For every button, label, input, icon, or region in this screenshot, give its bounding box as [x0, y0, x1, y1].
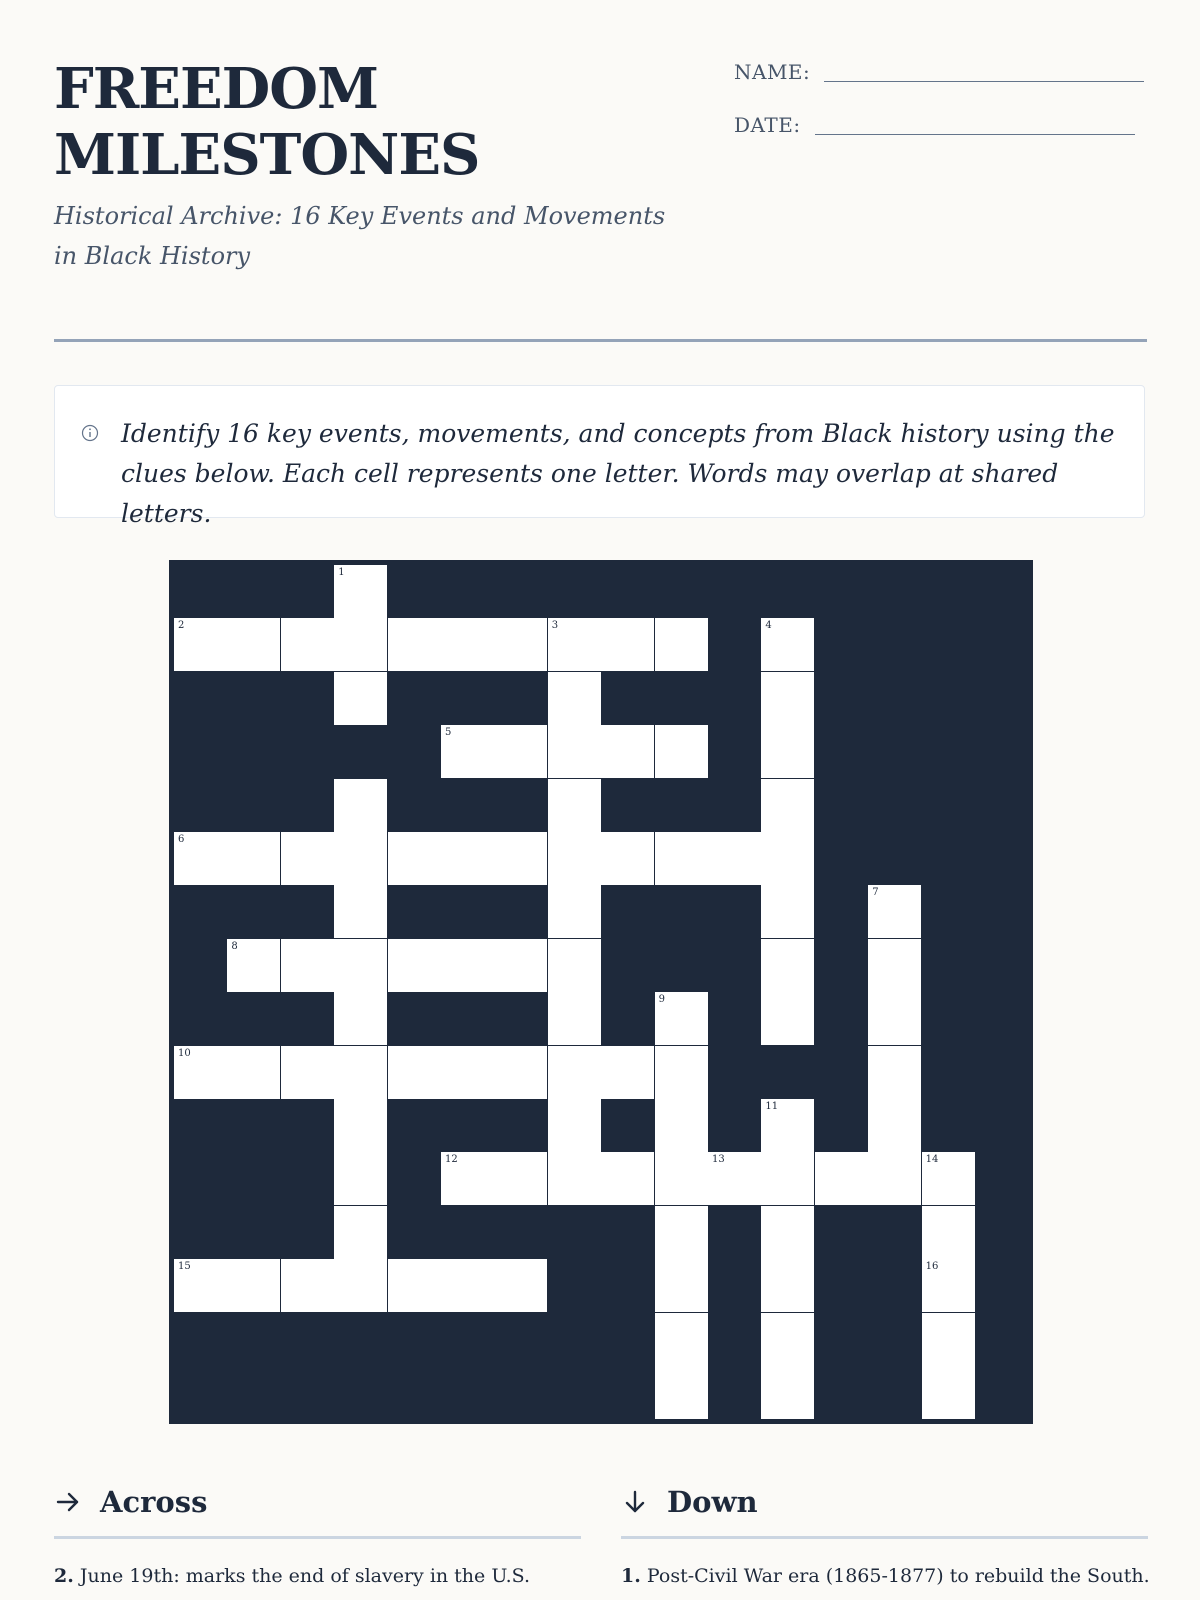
grid-cell[interactable] — [655, 1259, 708, 1312]
clue-number: 1. — [621, 1565, 641, 1587]
down-header — [621, 1480, 1148, 1524]
grid-cell[interactable] — [761, 1099, 814, 1152]
grid-cell[interactable] — [441, 618, 494, 671]
clue-number-label: 8 — [231, 940, 238, 952]
grid-cell[interactable] — [922, 1366, 975, 1419]
crossword-grid — [169, 560, 1033, 1424]
across-divider — [54, 1536, 581, 1539]
across-clues — [54, 1480, 581, 1587]
clue-item — [54, 1565, 581, 1587]
grid-cell[interactable] — [922, 1152, 975, 1205]
grid-cell[interactable] — [655, 1366, 708, 1419]
grid-cell[interactable] — [334, 992, 387, 1045]
grid-cell[interactable] — [601, 618, 654, 671]
clue-number-label: 5 — [445, 727, 452, 739]
grid-cell[interactable] — [441, 725, 494, 778]
grid-cell[interactable] — [334, 832, 387, 885]
grid-cell[interactable] — [761, 1313, 814, 1366]
grid-cell[interactable] — [655, 618, 708, 671]
clue-number-label: 11 — [765, 1101, 779, 1112]
grid-cell[interactable] — [334, 885, 387, 938]
clue-number-label: 13 — [712, 1154, 725, 1166]
grid-cell[interactable] — [227, 939, 280, 992]
clue-number-label: 1 — [338, 567, 345, 578]
grid-cell[interactable] — [494, 618, 547, 671]
grid-cell[interactable] — [548, 885, 601, 938]
grid-cell[interactable] — [548, 725, 601, 778]
instructions-text: Identify 16 key events, movements, and concepts from Black history using the clues below. Each cell represents one letter. Words may overlap at shared letters. — [121, 419, 1115, 528]
grid-cell[interactable] — [922, 1206, 975, 1259]
grid-cell[interactable] — [922, 1313, 975, 1366]
clue-number-label: 10 — [178, 1047, 191, 1059]
grid-cell[interactable] — [868, 1099, 921, 1152]
grid-cell[interactable] — [601, 1152, 654, 1205]
date-input-line[interactable] — [815, 134, 1135, 135]
grid-cell[interactable] — [334, 779, 387, 832]
grid-cell[interactable] — [868, 885, 921, 938]
grid-cell[interactable] — [494, 725, 547, 778]
grid-cell[interactable] — [761, 1152, 814, 1205]
date-label: DATE: — [734, 113, 801, 137]
grid-cell[interactable] — [548, 1152, 601, 1205]
grid-cell[interactable] — [388, 1259, 441, 1312]
name-label: NAME: — [734, 60, 811, 84]
grid-cell[interactable] — [281, 618, 334, 671]
grid-cell[interactable] — [494, 1152, 547, 1205]
grid-cell[interactable] — [655, 1206, 708, 1259]
grid-cell[interactable] — [815, 1152, 868, 1205]
grid-cell[interactable] — [174, 618, 227, 671]
grid-cell[interactable] — [494, 1046, 547, 1099]
grid-cell[interactable] — [655, 1152, 708, 1205]
clue-number-label: 12 — [445, 1154, 458, 1166]
grid-cell[interactable] — [494, 939, 547, 992]
grid-cell[interactable] — [227, 1046, 280, 1099]
grid-cell[interactable] — [334, 672, 387, 725]
grid-cell[interactable] — [334, 565, 387, 618]
grid-cell[interactable] — [281, 1259, 334, 1312]
grid-cell[interactable] — [281, 939, 334, 992]
arrow-right-icon — [54, 1488, 82, 1516]
grid-cell[interactable] — [334, 1259, 387, 1312]
grid-cell[interactable] — [227, 618, 280, 671]
grid-cell[interactable] — [601, 725, 654, 778]
grid-cell[interactable] — [441, 1259, 494, 1312]
across-heading: Across — [100, 1485, 208, 1519]
grid-cell[interactable] — [494, 1259, 547, 1312]
grid-cell[interactable] — [761, 1259, 814, 1312]
clue-number: 2. — [54, 1565, 74, 1587]
grid-cell[interactable] — [334, 939, 387, 992]
grid-cell[interactable] — [441, 1152, 494, 1205]
grid-cell[interactable] — [761, 939, 814, 992]
grid-cell[interactable] — [334, 618, 387, 671]
worksheet-subtitle: Historical Archive: 16 Key Events and Movements in Black History — [54, 202, 666, 270]
title-line-1: FREEDOM — [54, 56, 378, 122]
grid-cell[interactable] — [174, 1259, 227, 1312]
name-field — [734, 60, 1144, 84]
info-icon — [81, 424, 99, 442]
clue-number-label: 4 — [765, 620, 772, 632]
grid-cell[interactable] — [548, 1099, 601, 1152]
clue-number-label: 7 — [872, 887, 879, 899]
grid-cell[interactable] — [281, 832, 334, 885]
header-divider — [54, 339, 1147, 342]
grid-cell[interactable] — [761, 725, 814, 778]
arrow-down-icon — [621, 1488, 649, 1516]
grid-cell[interactable] — [868, 1152, 921, 1205]
grid-cell[interactable] — [761, 832, 814, 885]
grid-cell[interactable] — [868, 939, 921, 992]
grid-cell[interactable] — [761, 779, 814, 832]
grid-cell[interactable] — [227, 1259, 280, 1312]
grid-cell[interactable] — [441, 832, 494, 885]
clue-number-label: 3 — [551, 620, 559, 632]
grid-cell[interactable] — [548, 1046, 601, 1099]
grid-cell[interactable] — [388, 618, 441, 671]
clue-number-label: 6 — [178, 834, 185, 845]
grid-cell[interactable] — [601, 1046, 654, 1099]
grid-cell[interactable] — [761, 618, 814, 671]
grid-cell[interactable] — [334, 1206, 387, 1259]
grid-cell[interactable] — [761, 1366, 814, 1419]
down-divider — [621, 1536, 1148, 1539]
name-input-line[interactable] — [824, 81, 1144, 82]
grid-cell[interactable] — [548, 672, 601, 725]
grid-cell[interactable] — [655, 725, 708, 778]
grid-cell[interactable] — [601, 832, 654, 885]
date-field — [734, 113, 1135, 137]
grid-cell[interactable] — [922, 1259, 975, 1312]
clue-text: Post-Civil War era (1865-1877) to rebuild the South. — [646, 1565, 1150, 1587]
clue-number-label: 16 — [925, 1261, 939, 1273]
grid-cell[interactable] — [761, 885, 814, 938]
across-header — [54, 1480, 581, 1524]
grid-cell[interactable] — [761, 1206, 814, 1259]
grid-cell[interactable] — [548, 992, 601, 1045]
grid-cell[interactable] — [548, 939, 601, 992]
worksheet-title — [54, 56, 674, 188]
clue-number-label: 14 — [925, 1154, 939, 1166]
grid-cell[interactable] — [174, 1046, 227, 1099]
grid-cell[interactable] — [708, 1152, 761, 1205]
clue-number-label: 9 — [658, 994, 665, 1006]
grid-cell[interactable] — [761, 672, 814, 725]
title-line-2: MILESTONES — [54, 122, 480, 188]
grid-cell[interactable] — [655, 1046, 708, 1099]
grid-cell[interactable] — [655, 1099, 708, 1152]
grid-cell[interactable] — [494, 832, 547, 885]
clue-number-label: 2 — [178, 620, 185, 632]
clue-text: June 19th: marks the end of slavery in the U.S. — [79, 1565, 531, 1587]
grid-cell[interactable] — [655, 1313, 708, 1366]
grid-cell[interactable] — [548, 832, 601, 885]
grid-cell[interactable] — [334, 1152, 387, 1205]
grid-cell[interactable] — [868, 1046, 921, 1099]
grid-cell[interactable] — [548, 779, 601, 832]
grid-cell[interactable] — [655, 832, 708, 885]
grid-cell[interactable] — [868, 992, 921, 1045]
down-heading: Down — [667, 1485, 758, 1519]
grid-cell[interactable] — [388, 832, 441, 885]
clue-number-label: 15 — [178, 1261, 191, 1273]
grid-cell[interactable] — [548, 618, 601, 671]
down-clues — [621, 1480, 1148, 1587]
grid-cell[interactable] — [441, 939, 494, 992]
grid-cell[interactable] — [227, 832, 280, 885]
grid-cell[interactable] — [388, 1046, 441, 1099]
grid-cell[interactable] — [708, 832, 761, 885]
grid-cell[interactable] — [334, 1046, 387, 1099]
clue-item — [621, 1565, 1148, 1587]
grid-cell[interactable] — [655, 992, 708, 1045]
grid-cell[interactable] — [281, 1046, 334, 1099]
grid-cell[interactable] — [441, 1046, 494, 1099]
grid-cell[interactable] — [334, 1099, 387, 1152]
grid-cell[interactable] — [761, 992, 814, 1045]
grid-cell[interactable] — [174, 832, 227, 885]
grid-cell[interactable] — [388, 939, 441, 992]
instructions-box — [54, 385, 1145, 528]
